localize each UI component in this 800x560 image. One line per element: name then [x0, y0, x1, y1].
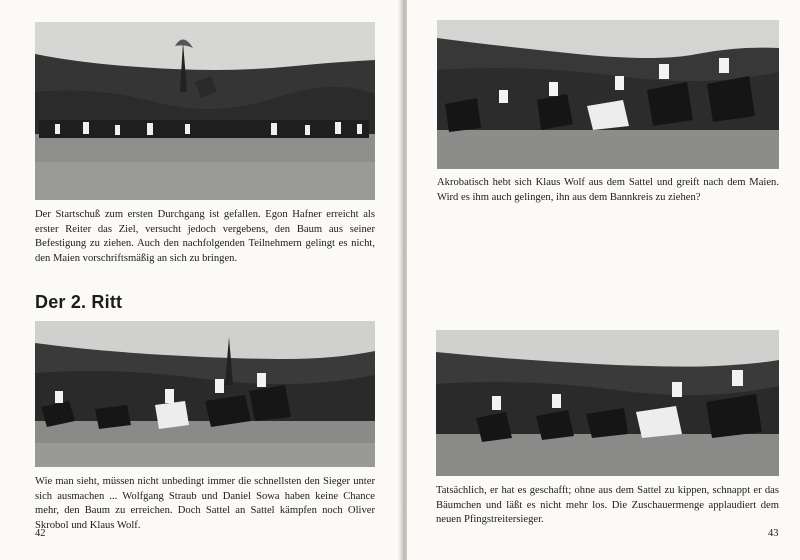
photo-second-ride — [35, 321, 375, 467]
page-number-left: 42 — [35, 528, 46, 539]
photo-winner — [436, 330, 779, 476]
caption-winner: Tatsächlich, er hat es geschafft; ohne aus dem Sattel zu kippen, schnappt er das Bäumchen und läßt es nicht mehr los. Die Zuschauermenge applaudiert dem neuen Pfingstreitersieger. — [436, 485, 779, 526]
page-number-right: 43 — [768, 528, 779, 539]
caption-second-ride: Wie man sieht, müssen nicht unbedingt immer die schnellsten den Sieger unter sich ausmachen ... Wolfgang Straub und Daniel Sowa haben keine Chance mehr, den Baum zu erreichen. Doch Sattel an Sattel kämpfen noch Oliver Skrobol und Klaus Wolf. — [35, 476, 375, 531]
photo-second-ride-graphic — [35, 321, 375, 467]
caption-start: Der Startschuß zum ersten Durchgang ist gefallen. Egon Hafner erreicht als erster Reiter das Ziel, versucht jedoch vergebens, den Baum aus seiner Befestigung zu ziehen. Auch den nachfolgenden Teilnehmern gelingt es nicht, den Maien vorschriftsmäßig an sich zu bringen. — [35, 209, 375, 264]
photo-start-crowd-graphic — [35, 22, 375, 200]
photo-start-crowd — [35, 22, 375, 200]
photo-winner-graphic — [436, 330, 779, 476]
section-heading: Der 2. Ritt — [35, 292, 123, 312]
photo-riders-galloping-graphic — [437, 20, 779, 169]
caption-acrobatic: Akrobatisch hebt sich Klaus Wolf aus dem Sattel und greift nach dem Maien. Wird es ihm auch gelingen, ihn aus dem Bannkreis zu ziehen? — [437, 177, 779, 203]
photo-riders-galloping — [437, 20, 779, 169]
page-right — [407, 0, 800, 560]
